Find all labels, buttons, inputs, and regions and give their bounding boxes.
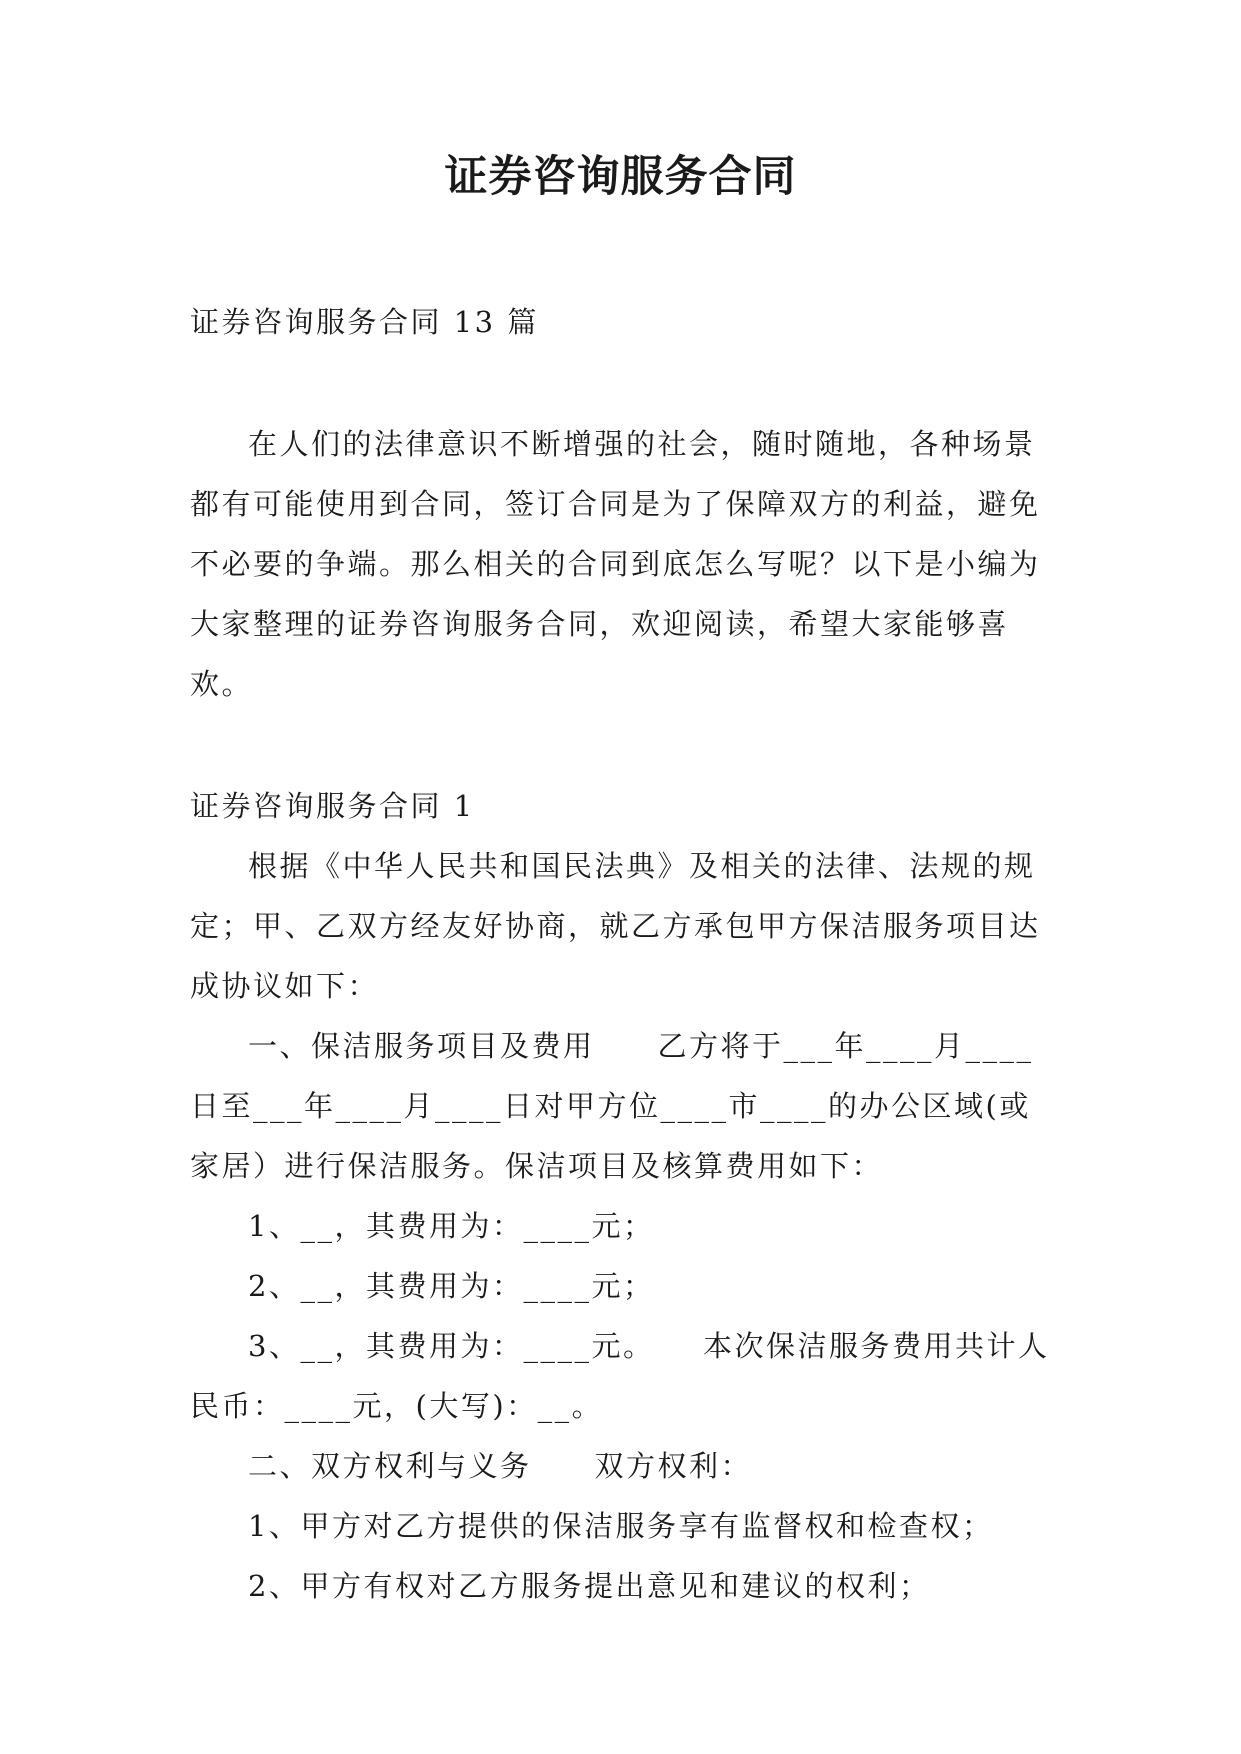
document-subtitle: 证券咨询服务合同 13 篇 (190, 305, 539, 339)
paragraph-fee-item-3: 3、__，其费用为：____元。 本次保洁服务费用共计人民币：____元，(大写)：__。 (190, 1329, 1050, 1423)
spacer (190, 714, 1052, 776)
paragraph-fee-item-1: 1、__，其费用为：____元； (248, 1209, 655, 1243)
paragraph-right-2: 2、甲方有权对乙方服务提出意见和建议的权利； (248, 1569, 931, 1603)
document-title: 证券咨询服务合同 (444, 152, 797, 202)
paragraph-legal-basis: 根据《中华人民共和国民法典》及相关的法律、法规的规定；甲、乙双方经友好协商，就乙方承包甲方保洁服务项目达成协议如下： (190, 849, 1041, 1003)
spacer (190, 352, 1052, 414)
intro-paragraph: 在人们的法律意识不断增强的社会，随时随地，各种场景都有可能使用到合同，签订合同是为了保障双方的利益，避免不必要的争端。那么相关的合同到底怎么写呢？以下是小编为大家整理的证券咨询服务合同，欢迎阅读，希望大家能够喜欢。 (190, 427, 1041, 701)
paragraph-right-1: 1、甲方对乙方提供的保洁服务享有监督权和检查权； (248, 1509, 994, 1543)
document-body (190, 292, 1052, 1616)
paragraph-rights-heading: 二、双方权利与义务 双方权利： (248, 1449, 753, 1483)
section-heading: 证券咨询服务合同 1 (190, 789, 475, 823)
paragraph-service-items: 一、保洁服务项目及费用 乙方将于___年____月____日至___年____月____日对甲方位____市____的办公区域(或家居）进行保洁服务。保洁项目及核算费用如下： (190, 1029, 1034, 1183)
paragraph-fee-item-2: 2、__，其费用为：____元； (248, 1269, 655, 1303)
